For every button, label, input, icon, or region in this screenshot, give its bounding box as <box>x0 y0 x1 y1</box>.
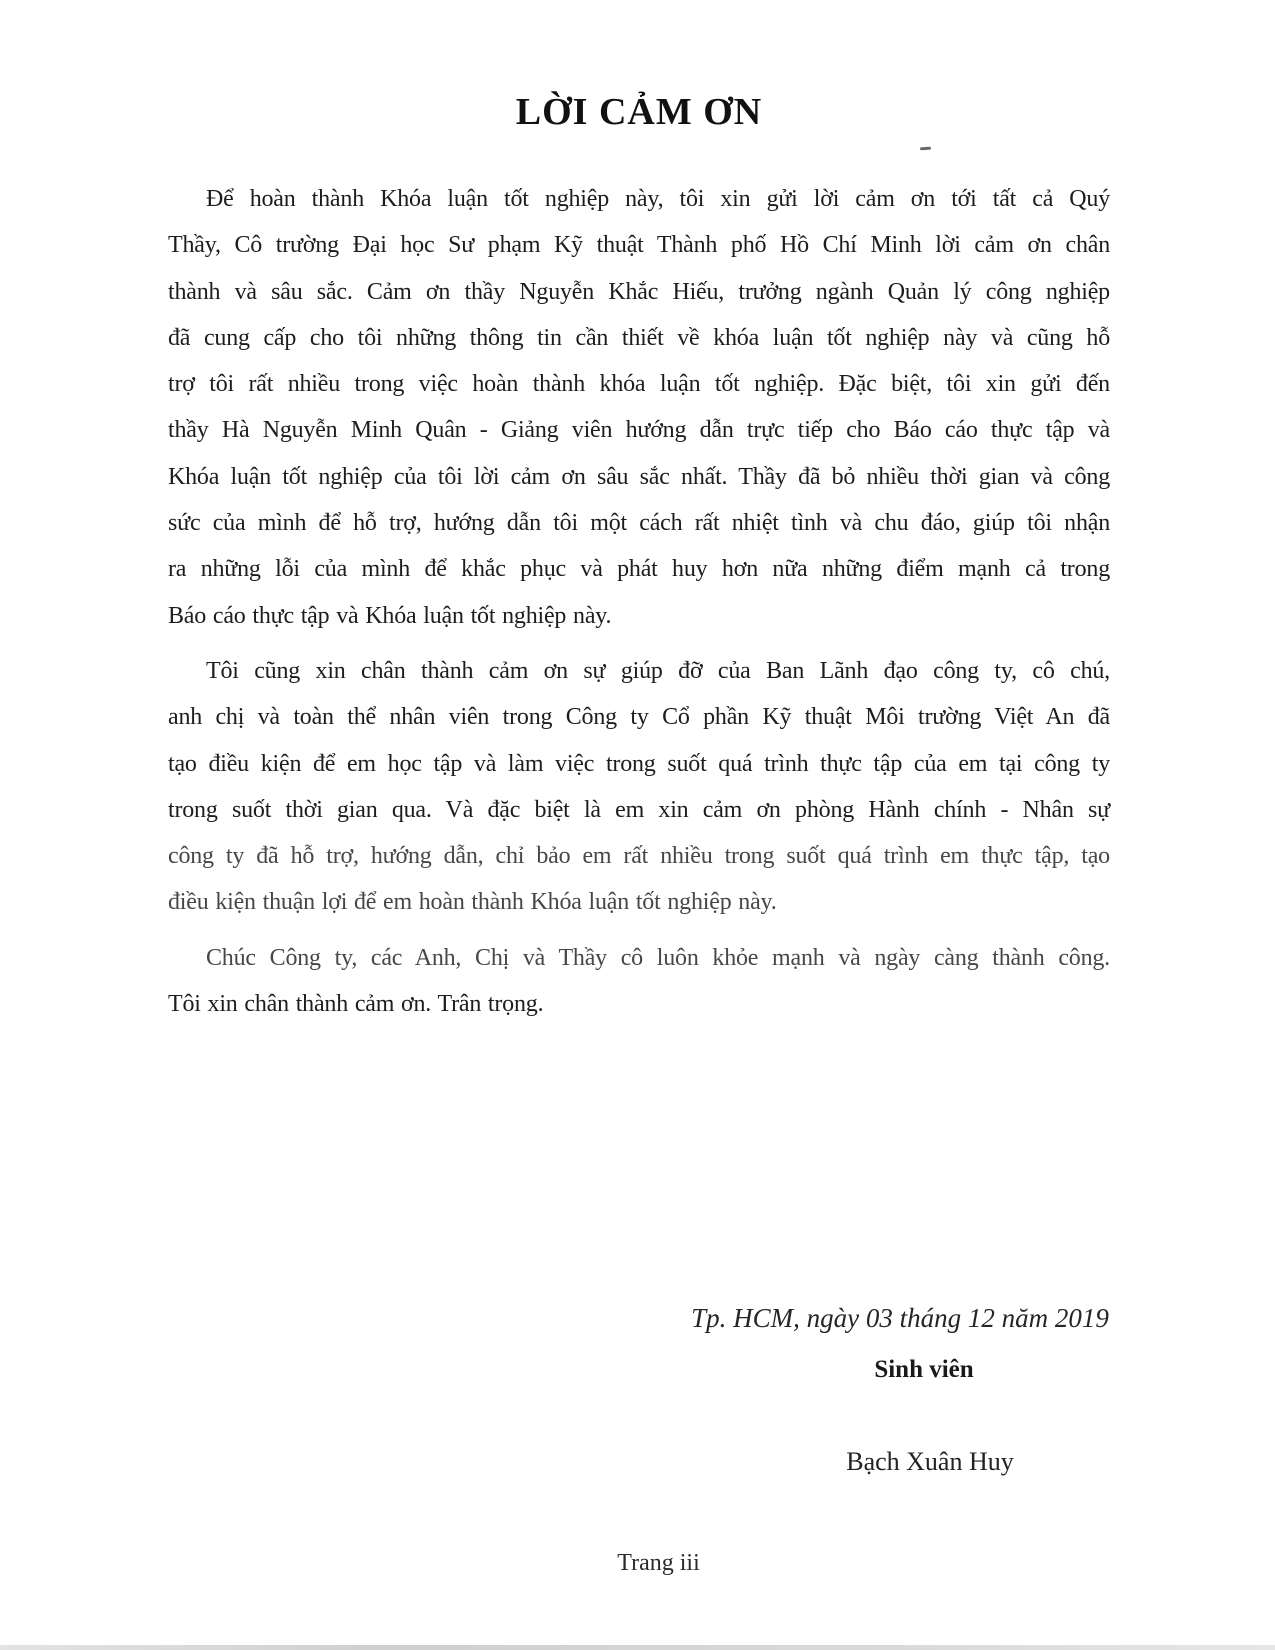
text-line: Tôi cũng xin chân thành cảm ơn sự giúp đỡ của Ban Lãnh đạo công ty, cô chú, <box>206 657 1110 684</box>
text-line: điều kiện thuận lợi để em hoàn thành Khóa luận tốt nghiệp này. <box>168 889 777 916</box>
text-line: Báo cáo thực tập và Khóa luận tốt nghiệp này. <box>168 602 612 629</box>
text-line: công ty đã hỗ trợ, hướng dẫn, chỉ bảo em rất nhiều trong suốt quá trình em thực tập, tạo <box>168 843 1110 870</box>
paragraph-2 <box>168 648 1110 926</box>
signer-name: Bạch Xuân Huy <box>846 1447 1014 1476</box>
scan-artifact-mark <box>920 147 931 151</box>
text-line: anh chị và toàn thể nhân viên trong Công ty Cổ phần Kỹ thuật Môi trường Việt An đã <box>168 704 1110 731</box>
page-number-footer: Trang iii <box>617 1550 700 1576</box>
paragraph-1 <box>168 176 1110 639</box>
signer-role: Sinh viên <box>874 1356 974 1383</box>
paragraph-3 <box>168 935 1110 1028</box>
text-line: tạo điều kiện để em học tập và làm việc trong suốt quá trình thực tập của em tại công ty <box>168 750 1110 777</box>
text-line: Tôi xin chân thành cảm ơn. Trân trọng. <box>168 991 544 1018</box>
text-line: sức của mình để hỗ trợ, hướng dẫn tôi một cách rất nhiệt tình và chu đáo, giúp tôi nhận <box>168 510 1110 537</box>
document-body <box>168 176 1110 1027</box>
page-title: LỜI CẢM ƠN <box>515 91 763 133</box>
text-line: Để hoàn thành Khóa luận tốt nghiệp này, tôi xin gửi lời cảm ơn tới tất cả Quý <box>206 186 1110 212</box>
text-line: thành và sâu sắc. Cảm ơn thầy Nguyễn Khắc Hiếu, trưởng ngành Quản lý công nghiệp <box>168 278 1110 305</box>
text-line: đã cung cấp cho tôi những thông tin cần thiết về khóa luận tốt nghiệp này và cũng hỗ <box>168 324 1110 351</box>
text-line: ra những lỗi của mình để khắc phục và phát huy hơn nữa những điểm mạnh cả trong <box>168 556 1110 583</box>
text-line: Chúc Công ty, các Anh, Chị và Thầy cô luôn khỏe mạnh và ngày càng thành công. <box>206 944 1110 971</box>
text-line: trong suốt thời gian qua. Và đặc biệt là em xin cảm ơn phòng Hành chính - Nhân sự <box>168 796 1110 823</box>
text-line: trợ tôi rất nhiều trong việc hoàn thành khóa luận tốt nghiệp. Đặc biệt, tôi xin gửi đến <box>168 371 1110 398</box>
text-line: thầy Hà Nguyễn Minh Quân - Giảng viên hướng dẫn trực tiếp cho Báo cáo thực tập và <box>168 417 1110 444</box>
text-line: Khóa luận tốt nghiệp của tôi lời cảm ơn sâu sắc nhất. Thầy đã bỏ nhiều thời gian và công <box>168 463 1110 490</box>
scan-bottom-edge <box>0 1645 1275 1650</box>
closing-date-line: Tp. HCM, ngày 03 tháng 12 năm 2019 <box>691 1303 1109 1333</box>
text-line: Thầy, Cô trường Đại học Sư phạm Kỹ thuật Thành phố Hồ Chí Minh lời cảm ơn chân <box>168 232 1110 259</box>
